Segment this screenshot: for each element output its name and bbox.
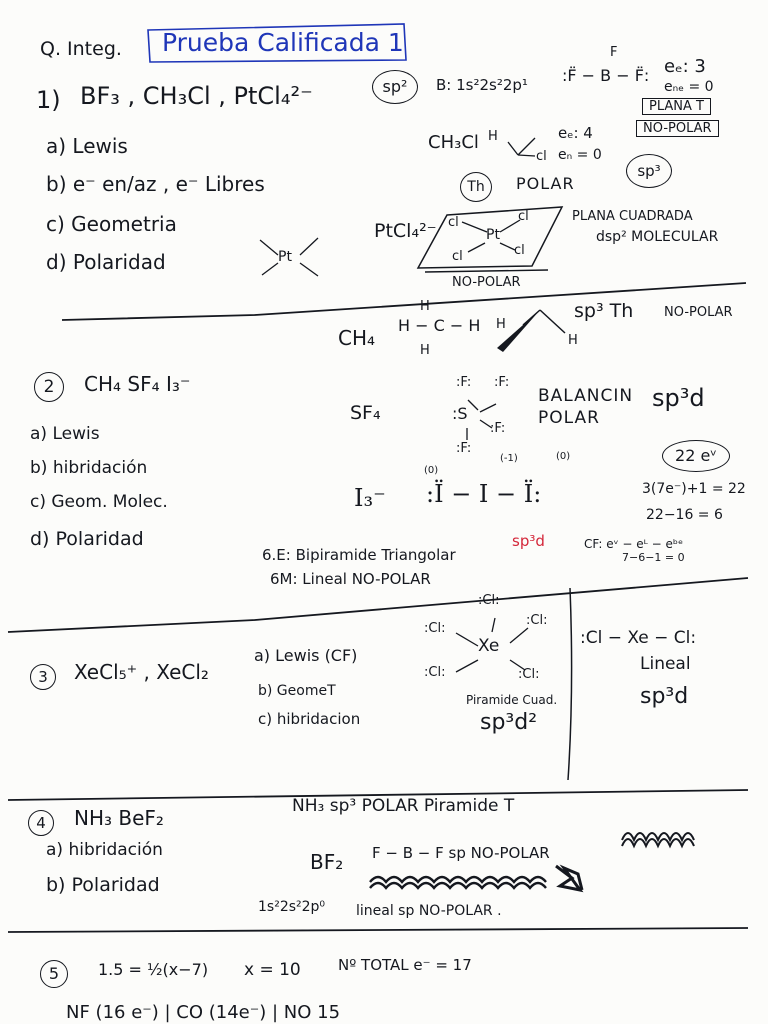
q1-item-a: a) Lewis [46, 134, 128, 158]
ch3cl-cl: cl [536, 149, 547, 164]
xe-cl-right: :Cl: [526, 613, 548, 628]
q1-item-c: c) Geometria [46, 212, 177, 236]
pt-cl-2: cl [518, 209, 529, 224]
bef2-answer: lineal sp NO-POLAR . [356, 903, 502, 919]
fc-left: (0) [424, 465, 439, 476]
molecular-geometry: 6M: Lineal NO-POLAR [270, 570, 431, 588]
ch3cl-h: H [488, 129, 498, 144]
sp3-circled: sp³ [626, 154, 672, 188]
ch3cl-ee: eₑ: 4 [558, 124, 593, 142]
bf2-label: BF₂ [310, 850, 344, 874]
bf2-lewis: F − B − F sp NO-POLAR [372, 844, 550, 862]
scribble-3 [556, 866, 582, 890]
ch4-lewis: H − C − H [398, 316, 481, 335]
sf4-f-right: :F: [490, 421, 506, 436]
q3-item-b: b) GeomeT [258, 683, 336, 699]
pt-center: Pt [486, 227, 500, 243]
be-config: 1s²2s²2p⁰ [258, 899, 326, 915]
sf4-f-top: :F: [456, 375, 472, 390]
ptcl4-no-polar: NO-POLAR [452, 275, 521, 290]
ge-hybridization: sp³d [512, 532, 545, 550]
q2-formula: CH₄ SF₄ I₃⁻ [84, 372, 191, 396]
fc-right: (0) [556, 451, 571, 462]
boron-config: B: 1s²2s²2p¹ [436, 76, 528, 94]
sf4-f-topright: :F: [494, 375, 510, 390]
pt-cl-4: cl [514, 243, 525, 258]
bf3-top-f: F [610, 45, 618, 60]
calc-line-1: 3(7e⁻)+1 = 22 [642, 481, 746, 497]
page-title: Prueba Calificada 1 [162, 28, 404, 57]
ptcl4-label: PtCl₄²⁻ [374, 220, 437, 242]
sf4-center: :S [452, 404, 468, 423]
xe-cl-top: :Cl: [478, 593, 500, 608]
q2-item-d: d) Polaridad [30, 528, 144, 550]
bf3-ene: eₙₑ = 0 [664, 79, 714, 95]
sp2-circled: sp² [372, 70, 418, 104]
xe-center: Xe [478, 636, 500, 656]
ch4-h-top: H [420, 299, 430, 314]
formal-charge: CF: eᵛ − eᴸ − eᵇᵉ [584, 537, 684, 551]
ch4-label: CH₄ [338, 326, 376, 350]
plana-cuadrada: PLANA CUADRADA [572, 209, 693, 224]
bf3-ee: eₑ: 3 [664, 56, 706, 77]
ch3cl-label: CH₃Cl [428, 132, 479, 153]
q4-item-b: b) Polaridad [46, 874, 160, 896]
q5-number: 5 [40, 960, 68, 988]
xe-cl-left: :Cl: [424, 621, 446, 636]
q4-number: 4 [28, 810, 54, 836]
xecl2-hybridization: sp³d [640, 684, 689, 709]
ch3cl-polar: POLAR [516, 174, 575, 193]
i3-label: I₃⁻ [354, 484, 386, 512]
q3-number: 3 [30, 664, 56, 690]
fc-mid: (-1) [500, 453, 518, 464]
bf3-lewis: :F̈ − B − F̈: [562, 66, 650, 85]
q5-total-electrons: Nº TOTAL e⁻ = 17 [338, 956, 472, 974]
pt-cl-3: cl [452, 249, 463, 264]
divider-1 [62, 283, 746, 320]
scribble-2 [370, 877, 546, 888]
xecl2-lineal: Lineal [640, 654, 691, 674]
q3-formula: XeCl₅⁺ , XeCl₂ [74, 660, 209, 684]
th-circled: Th [460, 172, 492, 202]
ch3cl-en: eₙ = 0 [558, 147, 602, 163]
sf4-label: SF₄ [350, 402, 381, 424]
i3-lewis: :Ï − I − Ï: [426, 480, 542, 508]
divider-4 [8, 928, 748, 932]
scribble-1 [622, 833, 694, 846]
q5-bottom-line: NF (16 e⁻) | CO (14e⁻) | NO 15 [66, 1002, 341, 1023]
q2-item-a: a) Lewis [30, 424, 100, 444]
q2-item-c: c) Geom. Molec. [30, 492, 168, 512]
ch4-sp3-th: sp³ Th [574, 300, 634, 322]
q1-number: 1) [36, 86, 61, 114]
piramide-cuadrada: Piramide Cuad. [466, 693, 558, 707]
no-polar-box: NO-POLAR [636, 120, 719, 137]
calc-line-2: 22−16 = 6 [646, 507, 723, 523]
xecl5-hybridization: sp³d² [480, 710, 538, 735]
ch4-h-right: H [568, 333, 578, 348]
q1-item-d: d) Polaridad [46, 250, 166, 274]
q3-item-a: a) Lewis (CF) [254, 646, 358, 665]
ch4-no-polar: NO-POLAR [664, 305, 733, 320]
course-label: Q. Integ. [40, 38, 122, 60]
pt-sketch: Pt [278, 249, 292, 265]
ch4-h-left: H [496, 317, 506, 332]
formal-charge-calc: 7−6−1 = 0 [622, 551, 685, 564]
ptcl4-underline [425, 270, 548, 272]
ev-circled: 22 eᵛ [662, 440, 730, 472]
xecl2-lewis: :Cl − Xe − Cl: [580, 628, 697, 648]
q3-item-c: c) hibridacion [258, 710, 361, 728]
sf4-polar: POLAR [538, 408, 600, 428]
dsp2-molecular: dsp² MOLECULAR [596, 229, 719, 245]
xe-cl-bottomright: :Cl: [518, 667, 540, 682]
ch4-h-bottom: H [420, 343, 430, 358]
electronic-geometry: 6.E: Bipiramide Triangolar [262, 546, 456, 564]
q3-separator [568, 588, 572, 780]
nh3-answer: NH₃ sp³ POLAR Piramide T [292, 796, 515, 816]
q4-formula: NH₃ BeF₂ [74, 806, 164, 830]
q2-item-b: b) hibridación [30, 458, 148, 478]
q1-item-b: b) e⁻ en/az , e⁻ Libres [46, 172, 265, 196]
plana-t-box: PLANA T [642, 98, 711, 115]
sf4-sp3d: sp³d [652, 384, 705, 412]
q4-item-a: a) hibridación [46, 840, 163, 860]
xe-cl-bottomleft: :Cl: [424, 665, 446, 680]
balancin: BALANCIN [538, 386, 634, 406]
q5-x-value: x = 10 [244, 960, 301, 980]
q1-formula: BF₃ , CH₃Cl , PtCl₄²⁻ [80, 82, 313, 110]
sf4-f-bottom: :F: [456, 441, 472, 456]
pt-cl-1: cl [448, 215, 459, 230]
q5-equation: 1.5 = ½(x−7) [98, 960, 209, 979]
q2-number: 2 [34, 372, 64, 402]
